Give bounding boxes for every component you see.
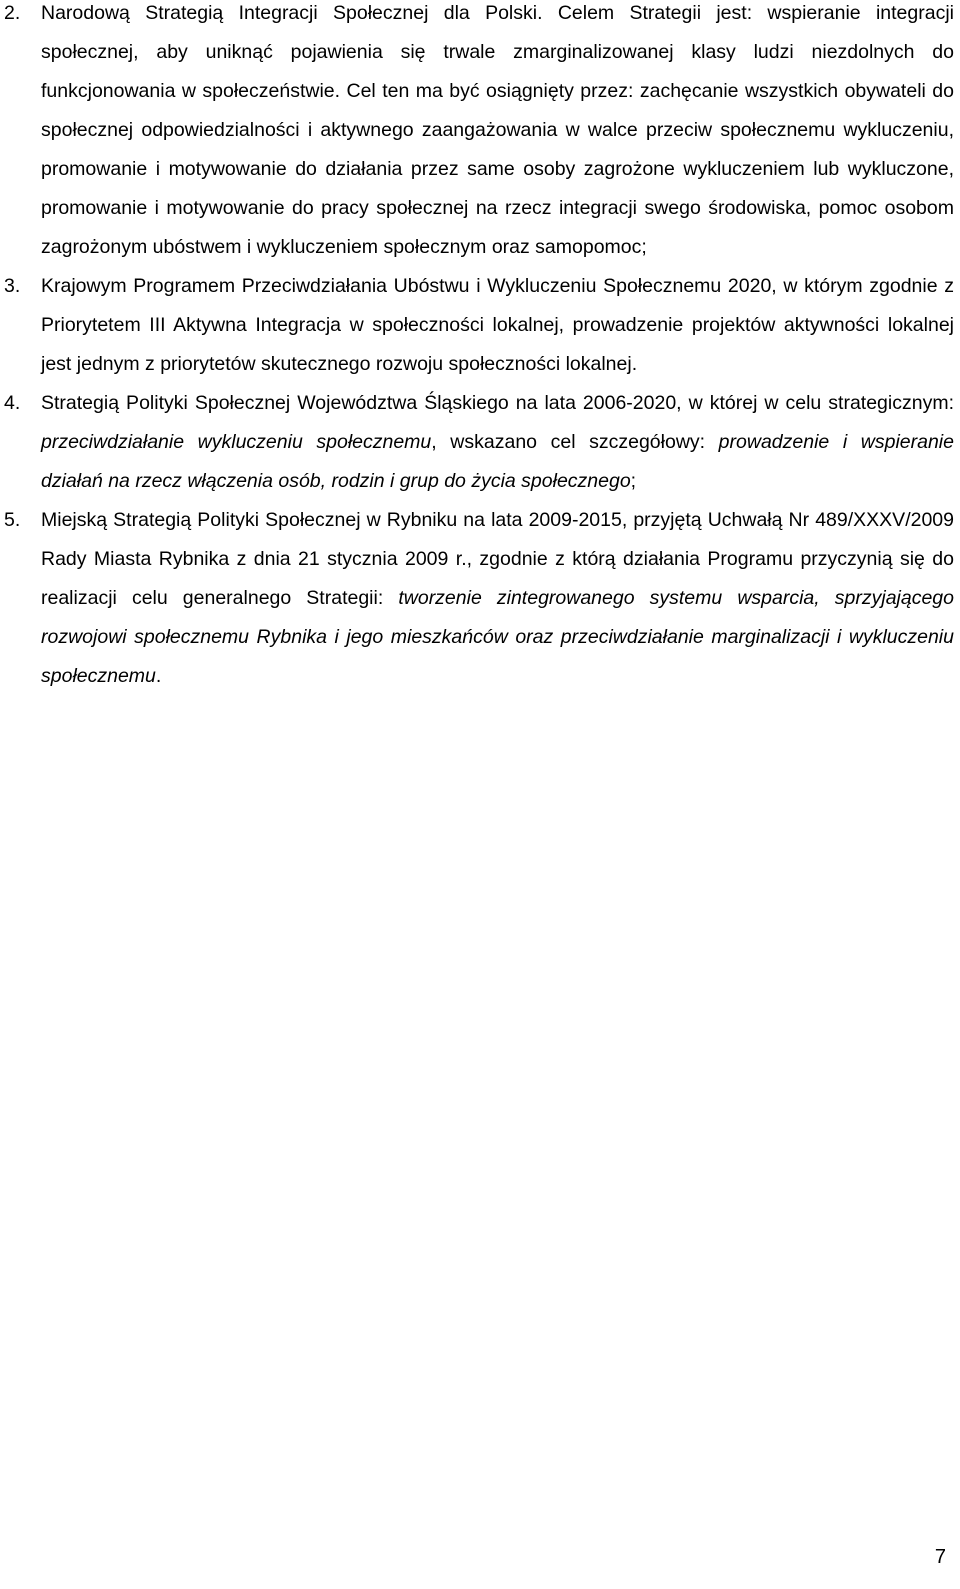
list-item-text: Narodową Strategią Integracji Społecznej dla Polski. Celem Strategii jest: wspieranie integracji społecznej, aby uniknąć pojawienia się trwale zmarginalizowanej klasy ludzi niezdolnych do funkcjonowania w społeczeństwie. Cel ten ma być osiągnięty przez: zachęcanie wszystkich obywateli do społecznej odpowiedzialności i aktywnego zaangażowania w walce przeciw społecznemu wykluczeniu, promowanie i motywowanie do działania przez same osoby zagrożone wykluczeniem lub wykluczone, promowanie i motywowanie do pracy społecznej na rzecz integracji swego środowiska, pomoc osobom zagrożonym ubóstwem i wykluczeniem społecznym oraz samopomoc;	[41, 2, 954, 258]
list-item-text	[41, 384, 954, 501]
text-segment: ;	[630, 470, 637, 492]
list-item	[4, 501, 954, 696]
strategy-list	[4, 0, 954, 696]
list-item-text	[41, 501, 954, 696]
italic-segment: przeciwdziałanie wykluczeniu społecznemu	[41, 431, 432, 453]
text-segment: Strategią Polityki Społecznej Województwa Śląskiego na lata 2006-2020, w której w celu strategicznym:	[41, 392, 954, 414]
list-item-number: 4.	[4, 392, 21, 414]
list-item	[4, 267, 954, 384]
text-segment: .	[155, 665, 162, 687]
italic-segment: prowadzenie i wspieranie działań na rzecz włączenia osób, rodzin i grup do życia społecznego	[41, 431, 954, 492]
text-segment: Miejską Strategią Polityki Społecznej w Rybniku na lata 2009-2015, przyjętą Uchwałą Nr 489/XXXV/2009 Rady Miasta Rybnika z dnia 21 stycznia 2009 r., zgodnie z którą działania Programu przyczynią się do realizacji celu generalnego Strategii:	[41, 509, 954, 609]
text-segment: , wskazano cel szczegółowy:	[431, 431, 719, 453]
list-item-number: 5.	[4, 509, 21, 531]
list-item-text: Krajowym Programem Przeciwdziałania Ubóstwu i Wykluczeniu Społecznemu 2020, w którym zgodnie z Priorytetem III Aktywna Integracja w społeczności lokalnej, prowadzenie projektów aktywności lokalnej jest jednym z priorytetów skutecznego rozwoju społeczności lokalnej.	[41, 275, 954, 375]
list-item	[4, 384, 954, 501]
italic-segment: tworzenie zintegrowanego systemu wsparcia, sprzyjającego rozwojowi społecznemu Rybnika i jego mieszkańców oraz przeciwdziałanie marginalizacji i wykluczeniu społecznemu	[41, 587, 954, 687]
list-item	[4, 0, 954, 267]
page-number: 7	[934, 1546, 946, 1568]
list-item-number: 2.	[4, 2, 21, 24]
list-item-number: 3.	[4, 275, 21, 297]
